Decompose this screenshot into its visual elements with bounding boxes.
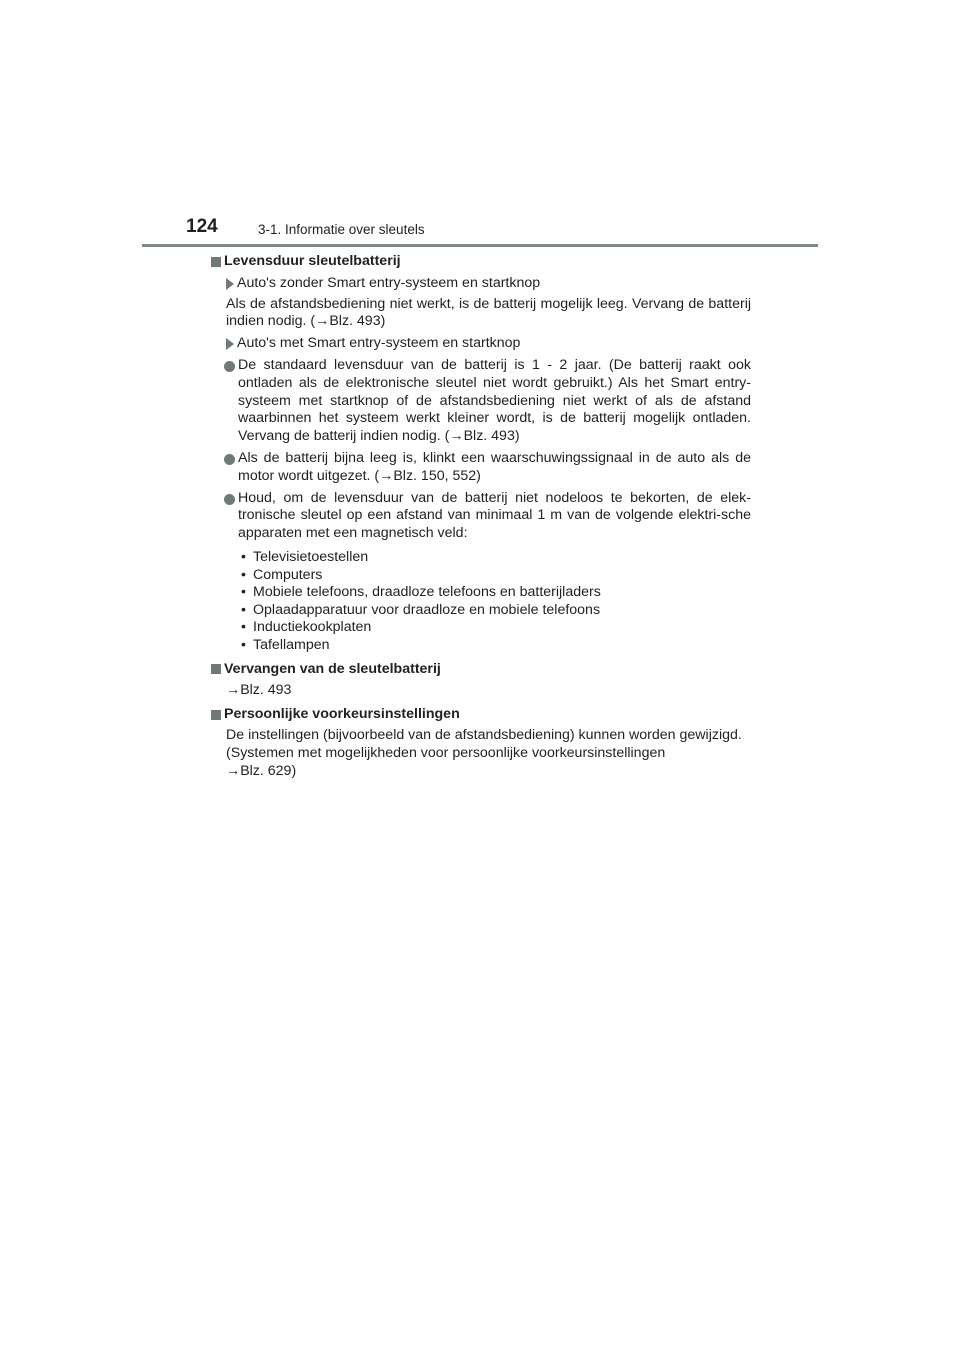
square-bullet-icon bbox=[211, 710, 221, 720]
device-list-item: • Mobiele telefoons, draadloze telefoons en batterijladers bbox=[241, 584, 601, 601]
arrow-ref-icon: → bbox=[226, 682, 241, 699]
arrow-ref-icon: → bbox=[315, 313, 330, 330]
subheading-with-smart-entry: Auto's met Smart entry-systeem en startknop bbox=[226, 335, 751, 353]
triangle-arrow-icon bbox=[226, 338, 234, 350]
arrow-ref-icon: → bbox=[449, 428, 464, 445]
page-content bbox=[211, 253, 751, 780]
device-list bbox=[241, 549, 751, 655]
device-list-item: • Inductiekookplaten bbox=[241, 619, 372, 636]
heading-replace-battery: Vervangen van de sleutelbatterij bbox=[211, 661, 751, 679]
header-rule bbox=[142, 244, 818, 247]
circle-bullet-icon bbox=[224, 361, 235, 372]
list-item: Houd, om de levensduur van de batterij niet nodeloos te bekorten, de elek-tronische sleutel op een afstand van minimaal 1 m van de volgende elektri-sche apparaten met een magnetisch veld: bbox=[224, 490, 751, 543]
square-bullet-icon bbox=[211, 257, 221, 267]
page-number: 124 bbox=[186, 216, 218, 237]
arrow-ref-icon: → bbox=[379, 467, 394, 484]
circle-bullet-icon bbox=[224, 494, 235, 505]
list-item: Als de batterij bijna leeg is, klinkt een waarschuwingssignaal in de auto als de motor wordt uitgezet. (→Blz. 150, 552) bbox=[224, 450, 751, 486]
device-list-item: • Tafellampen bbox=[241, 636, 330, 653]
heading-battery-life: Levensduur sleutelbatterij bbox=[211, 253, 751, 271]
list-item: De standaard levensduur van de batterij is 1 - 2 jaar. (De batterij raakt ook ontladen als de elektronische sleutel niet wordt gebruikt.) Als het Smart entry-systeem met startknop of de afstandsbediening niet werkt of als de afstand waarbinnen het systeem werkt kleiner wordt, is de batterij mogelijk ontladen. Vervang de batterij indien nodig. (→Blz. 493) bbox=[224, 357, 751, 446]
subheading-without-smart-entry: Auto's zonder Smart entry-systeem en startknop bbox=[226, 275, 751, 293]
triangle-arrow-icon bbox=[226, 278, 234, 290]
section-title: 3-1. Informatie over sleutels bbox=[258, 222, 425, 237]
paragraph-settings-ref: (Systemen met mogelijkheden voor persoonlijke voorkeursinstellingen →Blz. 629) bbox=[226, 744, 666, 779]
arrow-ref-icon: → bbox=[226, 762, 241, 779]
page-reference: →Blz. 493 bbox=[226, 682, 292, 699]
square-bullet-icon bbox=[211, 664, 221, 674]
heading-personal-settings: Persoonlijke voorkeursinstellingen bbox=[211, 706, 751, 724]
circle-bullet-icon bbox=[224, 454, 235, 465]
device-list-item: • Computers bbox=[241, 566, 323, 583]
device-list-item: • Oplaadapparatuur voor draadloze en mobiele telefoons bbox=[241, 601, 601, 618]
paragraph-remote-battery: Als de afstandsbediening niet werkt, is de batterij mogelijk leeg. Vervang de batterij indien nodig. (→Blz. 493) bbox=[226, 295, 751, 330]
device-list-item: • Televisietoestellen bbox=[241, 548, 369, 565]
paragraph-settings: De instellingen (bijvoorbeeld van de afstandsbediening) kunnen worden gewijzigd. bbox=[226, 726, 742, 743]
